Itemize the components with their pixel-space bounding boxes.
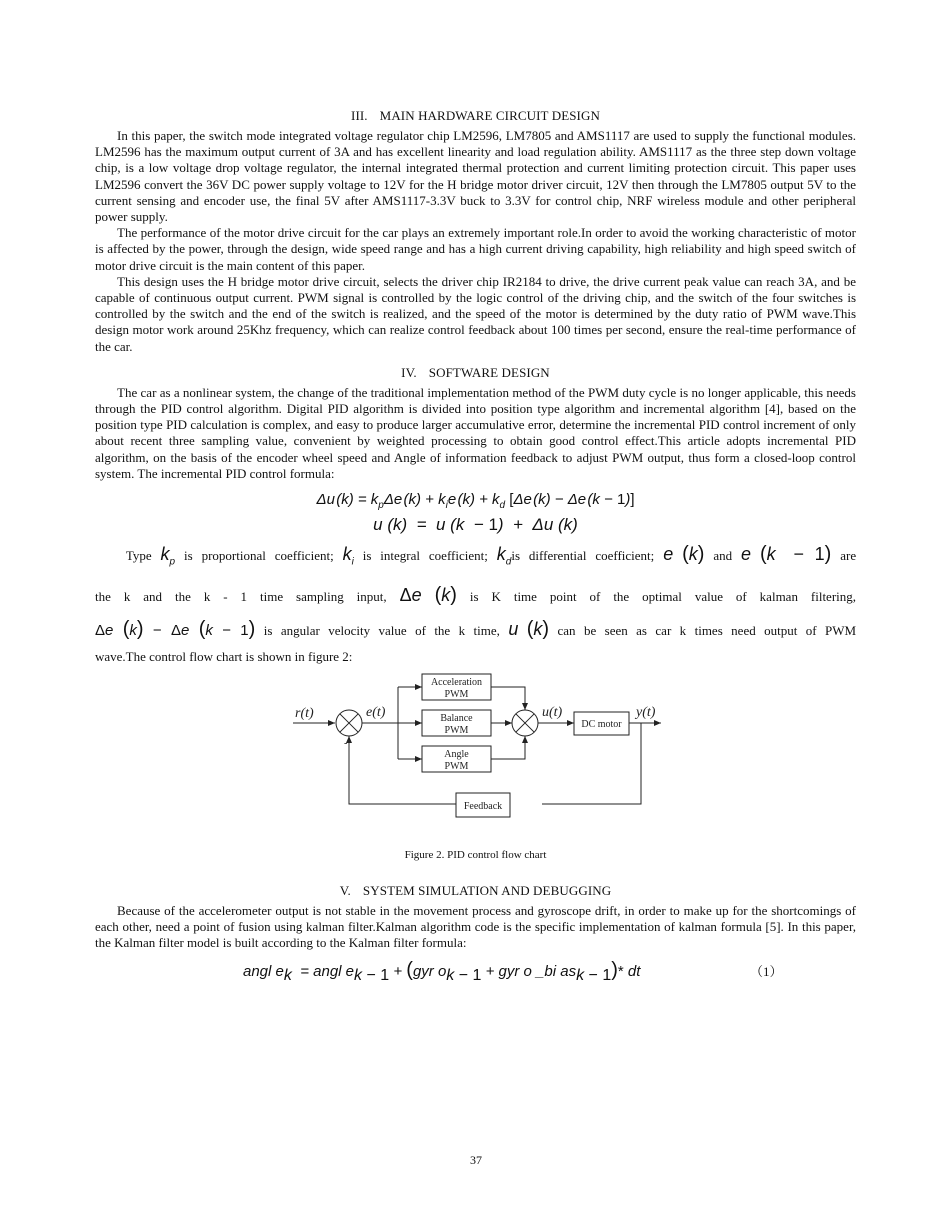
acceleration-label: Acceleration: [430, 676, 483, 688]
feedback-label: Feedback: [463, 800, 503, 812]
coefficient-description-line-4: [95, 647, 856, 667]
signal-e-label: e(t): [366, 704, 386, 720]
figure-2-caption: Figure 2. PID control flow chart: [404, 848, 547, 861]
section-4-heading: [95, 365, 856, 381]
kalman-formula: angl $e_k$ = angl $e_{k - 1} + (gyr$ $o_{k - 1}$ + gyr o _bi $as_{k - 1})*$ dt: [243, 959, 641, 985]
acceleration-pwm-label: PWM: [444, 688, 469, 700]
coefficient-description-line-2: the k and the k - 1 time sampling input, Δe (k) is K time point of the optimal value of kalman filtering,: [95, 583, 857, 606]
coefficient-description-line-3: Δe (k) − Δe (k − 1) is angular velocity value of the k time, u (k) can be seen as car k times need output of PWM: [95, 617, 857, 640]
section-3-heading: [95, 108, 856, 124]
page-content: [95, 108, 856, 989]
section-5-paragraph: Because of the accelerometer output is not stable in the movement process and gyroscope drift, in order to make up for the shortcomings of each other, need a point of fusion using kalman filter.Kalman algorithm code is the specific implementation of kalman formula [5]. In this paper, the Kalman filter model is built according to the Kalman filter formula:: [95, 902, 856, 951]
type-text-2: is proportional coefficient;: [184, 548, 334, 564]
type-text-5: and: [713, 548, 733, 564]
signal-y-label: y(t): [636, 704, 656, 720]
section-4-paragraph: The car as a nonlinear system, the change of the traditional implementation method of the PWM duty cycle is no longer applicable, this needs through the PID control algorithm. Digital PID algorithm is divided into position type algorithm and incremental algorithm [4], based on the position type PID calculation is complex, and easy to produce larger accumulative error, determine the incremental PID control increment of only about recent three sampling value, convenient by weighted processing to obtain good control effect.This article adopts incremental PID algorithm, on the basis of the encoder wheel speed and Angle of information feedback to adjust PWM output, thus form a closed-loop control system. The incremental PID control formula:: [95, 384, 856, 481]
section-5-title: SYSTEM SIMULATION AND DEBUGGING: [362, 882, 612, 898]
minus-sign: -: [344, 737, 348, 749]
angle-label: Angle: [444, 748, 469, 760]
balance-pwm-label: PWM: [444, 724, 469, 736]
flow-chart-svg: [95, 669, 856, 849]
section-3-paragraph-1: In this paper, the switch mode integrated voltage regulator chip LM2596, LM7805 and AMS1117 are used to supply the functional modules. LM2596 has the maximum output current of 3A and has excellent linearity and load regulation ability. AMS1117 as the three step down voltage chip, is a low voltage drop voltage regulator, the internal integrated thermal protection and current limiting protection circuit. This paper uses LM2596 convert the 36V DC power supply voltage to 12V for the H bridge motor driver circuit, 12V then through the LM7805 output 5V to the current sensing and encoder use, the final 5V after AMS1117-3.3V buck to 3.3V for control chip, NRF wireless module and other peripheral power supply.: [95, 128, 856, 225]
section-5-heading: [95, 883, 856, 899]
control-output-equation: u (k) = u (k − 1) + Δu (k): [373, 515, 578, 535]
section-3-paragraph-2: The performance of the motor drive circuit for the car plays an extremely important role.In order to avoid the working characteristic of motor is affected by the power, through the design, wide speed range and has a high current driving capability, high reliability and high speed switch of motor drive circuit is the main content of this paper.: [95, 225, 856, 273]
type-text-4: is differential coefficient;: [511, 548, 655, 564]
page-number: 37: [470, 1153, 482, 1167]
section-3-number: III.: [351, 108, 368, 123]
section-4-number: IV.: [401, 364, 417, 380]
angle-pwm-label: PWM: [444, 760, 469, 772]
section-4-title: SOFTWARE DESIGN: [428, 364, 550, 380]
type-text-1: Type: [125, 548, 152, 564]
type-text-9: is angular velocity value of the k time,: [263, 622, 500, 638]
section-3-paragraph-3: This design uses the H bridge motor drive circuit, selects the driver chip IR2184 to drive, the drive current peak value can reach 3A, and be capable of continuous output current. PWM signal is controlled by the logic control of the driving chip, and the switch of the four switches is controlled by the switch and the end of the switch is realized, and the speed of the motor is determined by the duty ratio of PWM wave.This design motor work around 25Khz frequency, which can realize control feedback about 100 times per second, ensure the real-time performance of the car.: [95, 273, 856, 354]
type-text-6: are: [840, 548, 857, 564]
section-3-title: MAIN HARDWARE CIRCUIT DESIGN: [379, 108, 600, 123]
section-5-number: V.: [339, 882, 351, 898]
type-text-7: the k and the k - 1 time sampling input,: [95, 588, 387, 604]
balance-label: Balance: [440, 712, 473, 724]
type-text-8: is K time point of the optimal value of kalman filtering,: [469, 588, 857, 604]
kalman-equation: [95, 955, 856, 989]
equation-number: （1）: [750, 964, 783, 980]
signal-u-label: u(t): [542, 704, 563, 720]
type-text-10: can be seen as car k times need output of PWM: [557, 622, 857, 638]
signal-r-label: r(t): [295, 705, 314, 721]
incremental-pid-equation: Δu $(k) = k_p\Delta e$ $(k) + k_ie$ $(k) + k_d$ [Δe (k) − Δe (k − 1)]: [316, 491, 635, 512]
coefficient-description-line-1: Type $k_p$ is proportional coefficient; $k_i$ is integral coefficient; $k_dis$ differential coefficient; e (k) and e (k − 1) are: [125, 543, 857, 568]
type-text-3: is integral coefficient;: [362, 548, 488, 564]
dc-motor-label: DC motor: [581, 718, 622, 730]
pid-control-flow-chart: [95, 669, 856, 849]
type-text-11: wave.The control flow chart is shown in figure 2:: [95, 648, 353, 664]
